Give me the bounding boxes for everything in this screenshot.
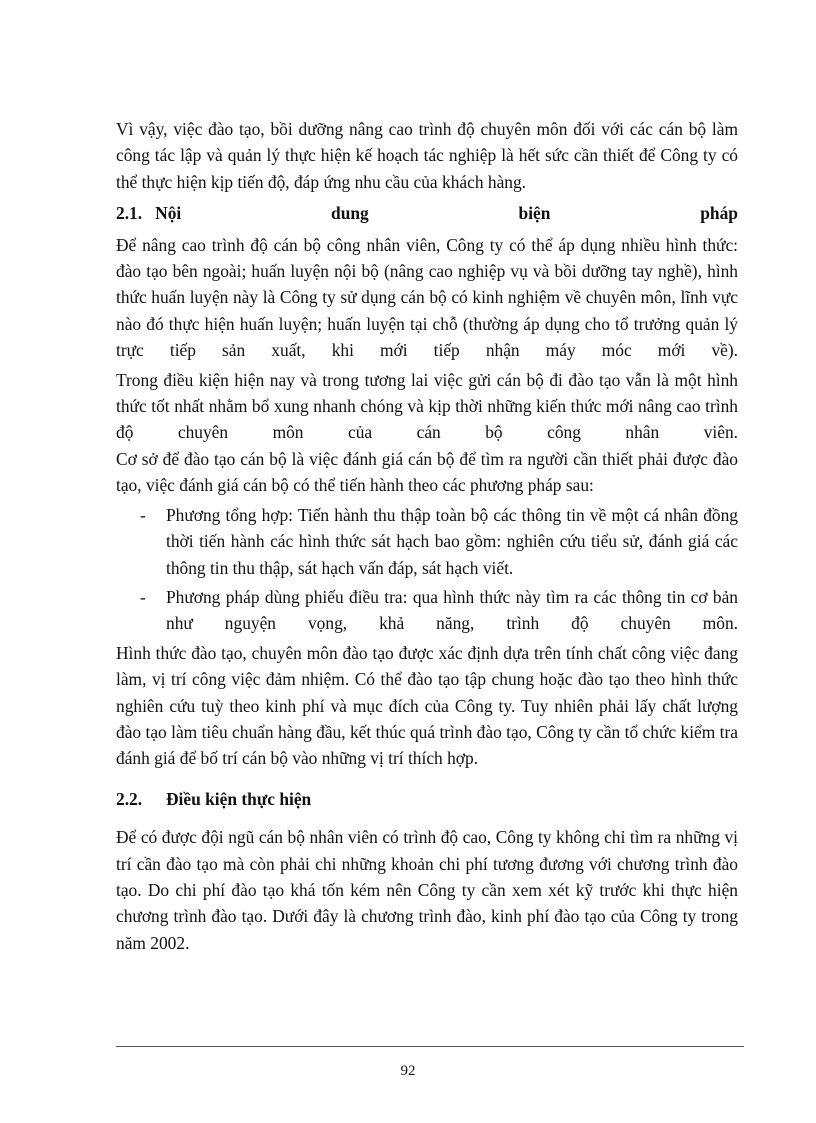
section-title-word: dung	[331, 203, 369, 224]
page-number: 92	[400, 1063, 416, 1079]
body-paragraph: Trong điều kiện hiện nay và trong tương lai việc gửi cán bộ đi đào tạo vẫn là một hình thức tốt nhất nhằm bổ xung nhanh chóng và kịp thời những kiến thức mới nâng cao trình độ chuyên môn của cán bộ công nhân viên.	[116, 369, 738, 443]
section-number: 2.1.	[116, 203, 143, 224]
body-paragraph: Hình thức đào tạo, chuyên môn đào tạo được xác định dựa trên tính chất công việc đang làm, vị trí công việc đảm nhiệm. Có thể đào tạo tập chung hoặc đào tạo theo hình thức nghiên cứu tuỳ theo kinh phí và mục đích của Công ty. Tuy nhiên phải lấy chất lượng đào tạo làm tiêu chuẩn hàng đầu, kết thúc quá trình đào tạo, Công ty cần tổ chức kiểm tra đánh giá để bố trí cán bộ vào những vị trí thích hợp.	[116, 642, 738, 769]
body-paragraph: Cơ sở để đào tạo cán bộ là việc đánh giá cán bộ để tìm ra người cần thiết phải được đào tạo, việc đánh giá cán bộ có thể tiến hành theo các phương pháp sau:	[116, 448, 738, 496]
section-title-word: Nội	[155, 203, 182, 224]
footer-divider	[116, 1046, 744, 1047]
section-heading-2-2	[116, 786, 738, 812]
list-item-text: Phương tổng hợp: Tiến hành thu thập toàn bộ các thông tin về một cá nhân đồng thời tiến hành các hình thức sát hạch bao gồm: nghiên cứu tiểu sử, đánh giá các thông tin thu thập, sát hạch vấn đáp, sát hạch viết.	[166, 504, 738, 578]
list-item	[116, 584, 738, 637]
section-title: Điều kiện thực hiện	[166, 788, 312, 809]
list-item-text: Phương pháp dùng phiếu điều tra: qua hình thức này tìm ra các thông tin cơ bản như nguyện vọng, khả năng, trình độ chuyên môn.	[166, 586, 738, 634]
bullet-marker: -	[140, 504, 146, 525]
bullet-marker: -	[140, 586, 146, 607]
list-item	[116, 502, 738, 581]
section-heading-part	[116, 200, 181, 226]
intro-paragraph: Vì vậy, việc đào tạo, bồi dưỡng nâng cao trình độ chuyên môn đối với các cán bộ làm công tác lập và quản lý thực hiện kế hoạch tác nghiệp là hết sức cần thiết để Công ty có thể thực hiện kịp tiến độ, đáp ứng nhu cầu của khách hàng.	[116, 119, 738, 192]
section-heading-2-1	[116, 200, 738, 226]
body-paragraph: Để nâng cao trình độ cán bộ công nhân viên, Công ty có thể áp dụng nhiều hình thức: đào tạo bên ngoài; huấn luyện nội bộ (nâng cao nghiệp vụ và bồi dưỡng tay nghề), hình thức huấn luyện này là Công ty sử dụng cán bộ có kinh nghiệm về chuyên môn, lĩnh vực nào đó thực hiện huấn luyện; huấn luyện tại chỗ (thường áp dụng cho tổ trưởng quản lý trực tiếp sản xuất, khi mới tiếp nhận máy móc mới về).	[116, 234, 738, 361]
body-paragraph: Để có được đội ngũ cán bộ nhân viên có trình độ cao, Công ty không chỉ tìm ra những vị trí cần đào tạo mà còn phải chi những khoản chi phí tương đương với chương trình đào tạo. Do chi phí đào tạo khá tốn kém nên Công ty cần xem xét kỹ trước khi thực hiện chương trình đào tạo. Dưới đây là chương trình đào, kinh phí đào tạo của Công ty trong năm 2002.	[116, 827, 738, 953]
section-number: 2.2.	[116, 788, 143, 809]
page-body	[116, 116, 738, 956]
section-title-word: pháp	[700, 203, 738, 224]
method-list	[116, 502, 738, 637]
section-title-word: biện	[518, 203, 551, 224]
